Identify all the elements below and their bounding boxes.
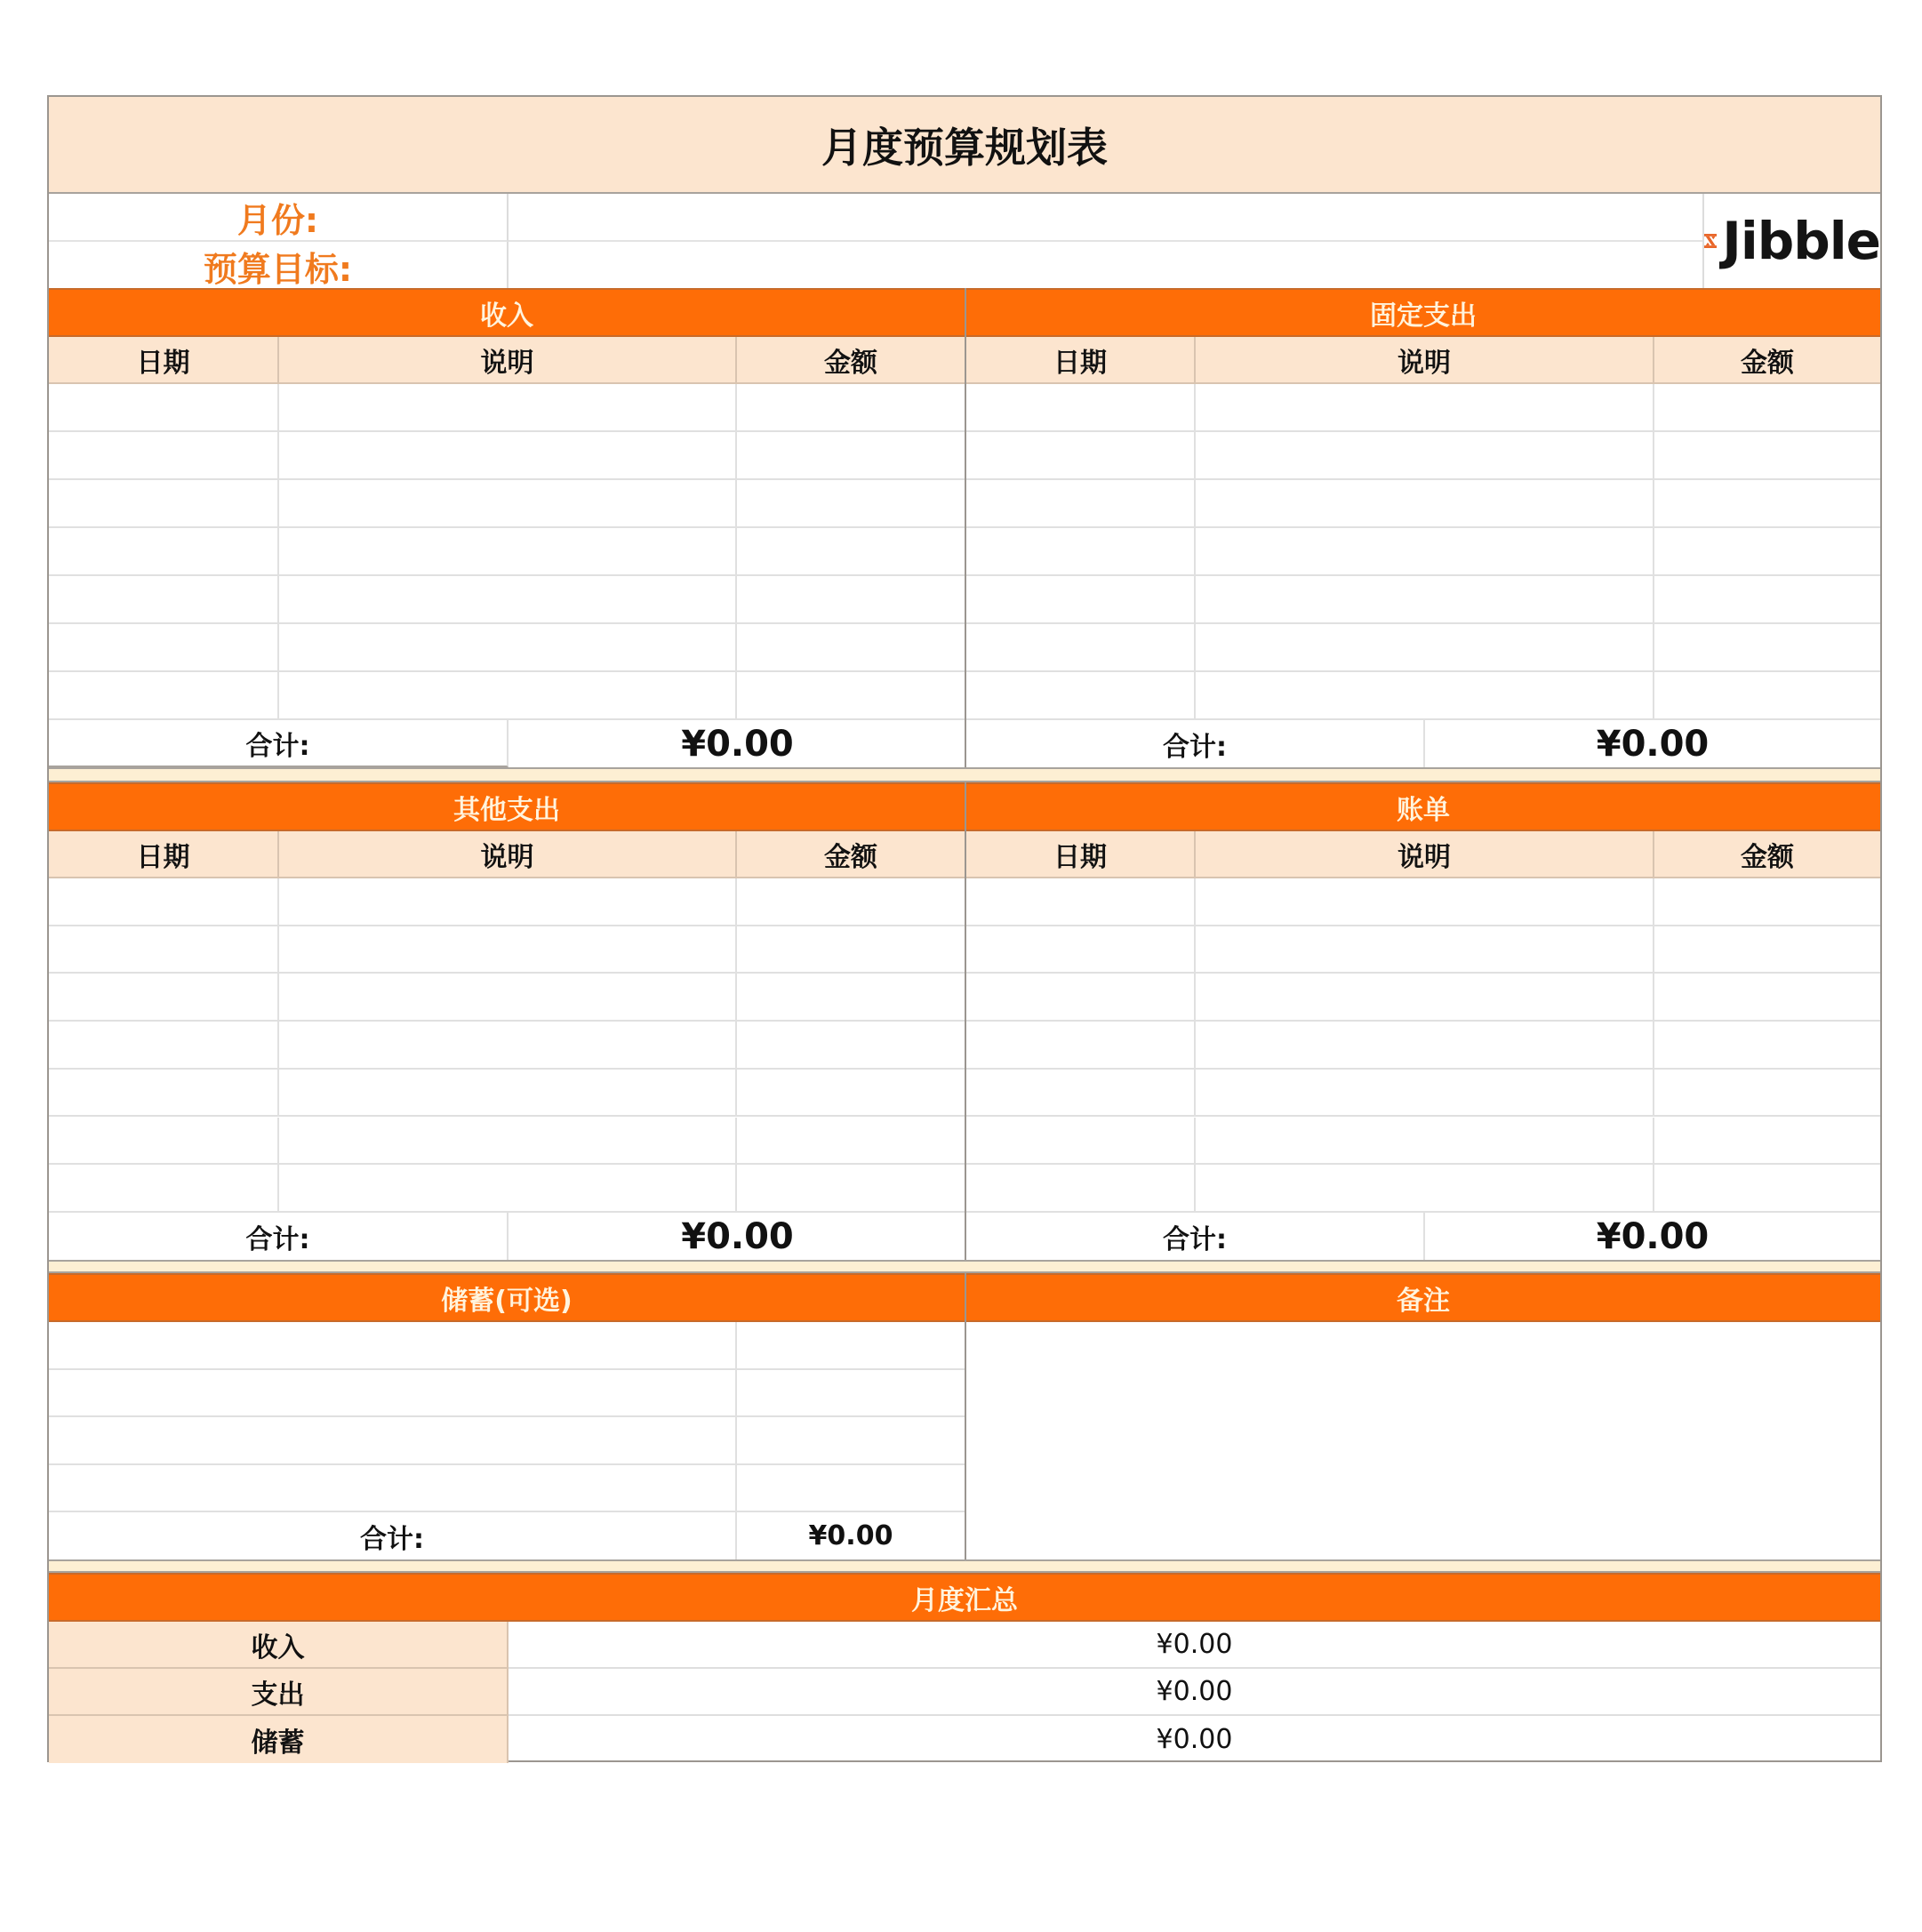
block1-entry-cell[interactable] xyxy=(279,576,737,624)
jibble-logo xyxy=(1702,194,1880,288)
savings-entry-cell[interactable] xyxy=(737,1417,965,1465)
block1-entry-cell[interactable] xyxy=(279,624,737,672)
block1-entry-cell[interactable] xyxy=(1654,528,1880,576)
block2-entry-cell[interactable] xyxy=(279,974,737,1022)
block2-entry-cell[interactable] xyxy=(279,1070,737,1118)
block1-entry-cell[interactable] xyxy=(966,528,1196,576)
other-total-label: 合计: xyxy=(49,1213,509,1260)
savings-entry-cell[interactable] xyxy=(737,1370,965,1418)
block2-entry-cell[interactable] xyxy=(966,1118,1196,1166)
block1-entry-cell[interactable] xyxy=(737,432,965,480)
month-label: 月份: xyxy=(49,194,509,242)
savings-entry-cell[interactable] xyxy=(737,1465,965,1513)
block1-entry-cell[interactable] xyxy=(737,480,965,528)
savings-entry-cell[interactable] xyxy=(49,1370,737,1418)
block1-entry-cell[interactable] xyxy=(279,480,737,528)
income-col-date: 日期 xyxy=(49,337,279,384)
block1-entry-cell[interactable] xyxy=(49,576,279,624)
other-total-value: ¥0.00 xyxy=(681,1215,794,1257)
other-col-description: 说明 xyxy=(279,831,737,878)
block2-entry-cell[interactable] xyxy=(1654,1118,1880,1166)
block1-entry-cell[interactable] xyxy=(966,576,1196,624)
block1-entry-cell[interactable] xyxy=(1654,432,1880,480)
budget-goal-label: 预算目标: xyxy=(49,242,509,290)
block2-entry-cell[interactable] xyxy=(737,926,965,974)
block1-entry-cell[interactable] xyxy=(966,672,1196,720)
block2-entry-cell[interactable] xyxy=(1654,974,1880,1022)
summary-income-value: ¥0.00 xyxy=(509,1622,1880,1669)
block1-entry-cell[interactable] xyxy=(1196,672,1654,720)
fixed-col-amount: 金额 xyxy=(1654,337,1880,384)
block1-entry-cell[interactable] xyxy=(49,384,279,432)
block1-entry-cell[interactable] xyxy=(737,384,965,432)
block2-entry-cell[interactable] xyxy=(1654,1022,1880,1070)
block2-entry-cell[interactable] xyxy=(737,1070,965,1118)
block2-entry-cell[interactable] xyxy=(49,974,279,1022)
block2-entry-cell[interactable] xyxy=(279,1118,737,1166)
block2-entry-cell[interactable] xyxy=(1196,1118,1654,1166)
summary-expense-label: 支出 xyxy=(49,1669,509,1716)
block2-entry-cell[interactable] xyxy=(737,1022,965,1070)
block2-entry-cell[interactable] xyxy=(737,1118,965,1166)
block1-entry-cell[interactable] xyxy=(49,624,279,672)
block2-entry-cell[interactable] xyxy=(966,974,1196,1022)
block2-entry-cell[interactable] xyxy=(737,878,965,926)
block2-entry-cell[interactable] xyxy=(966,1022,1196,1070)
savings-entry-cell[interactable] xyxy=(737,1322,965,1370)
summary-savings-value: ¥0.00 xyxy=(1156,1724,1233,1755)
income-col-amount: 金额 xyxy=(737,337,966,384)
spacer-1 xyxy=(49,767,1880,782)
block2-entry-cell[interactable] xyxy=(966,926,1196,974)
block1-entry-cell[interactable] xyxy=(966,384,1196,432)
savings-total-value: ¥0.00 xyxy=(808,1520,893,1551)
savings-total-label: 合计: xyxy=(49,1512,737,1559)
block2-entry-cell[interactable] xyxy=(279,1165,737,1213)
block2-entry-cell[interactable] xyxy=(1654,926,1880,974)
bills-col-description: 说明 xyxy=(1196,831,1654,878)
block2-entry-cell[interactable] xyxy=(966,1070,1196,1118)
block2-entry-cell[interactable] xyxy=(279,1022,737,1070)
block2-entry-cell[interactable] xyxy=(737,974,965,1022)
block1-entry-cell[interactable] xyxy=(1196,432,1654,480)
block1-entry-cell[interactable] xyxy=(1196,528,1654,576)
block1-entry-cell[interactable] xyxy=(1654,624,1880,672)
block1-entry-cell[interactable] xyxy=(49,432,279,480)
block2-entry-cell[interactable] xyxy=(1196,1070,1654,1118)
block1-entry-cell[interactable] xyxy=(737,624,965,672)
fixed-col-date: 日期 xyxy=(966,337,1196,384)
block1-entry-cell[interactable] xyxy=(279,672,737,720)
block1-entry-cell[interactable] xyxy=(1196,384,1654,432)
spacer-3 xyxy=(49,1559,1880,1573)
bills-col-date: 日期 xyxy=(966,831,1196,878)
other-expenses-section-header: 其他支出 xyxy=(49,782,965,831)
block2-entry-cell[interactable] xyxy=(49,1022,279,1070)
jibble-hourglass-icon xyxy=(1704,216,1717,266)
savings-section-header: 储蓄(可选) xyxy=(49,1273,965,1322)
other-col-amount: 金额 xyxy=(737,831,966,878)
block1-entry-cell[interactable] xyxy=(737,576,965,624)
block1-entry-cell[interactable] xyxy=(737,672,965,720)
block1-entry-cell[interactable] xyxy=(966,480,1196,528)
block1-entry-cell[interactable] xyxy=(1654,384,1880,432)
block2-entry-cell[interactable] xyxy=(1196,1165,1654,1213)
savings-entry-cell[interactable] xyxy=(49,1417,737,1465)
block2-entry-cell[interactable] xyxy=(49,1070,279,1118)
block1-entry-cell[interactable] xyxy=(49,672,279,720)
block3-divider xyxy=(965,1273,966,1559)
block2-divider xyxy=(965,782,966,1260)
block2-entry-cell[interactable] xyxy=(966,1165,1196,1213)
fixed-total-value: ¥0.00 xyxy=(1596,723,1710,765)
income-section-header: 收入 xyxy=(49,288,965,337)
savings-entry-cell[interactable] xyxy=(49,1465,737,1513)
other-col-date: 日期 xyxy=(49,831,279,878)
block1-divider xyxy=(965,288,966,767)
sheet-title: 月度预算规划表 xyxy=(49,97,1880,194)
block2-entry-cell[interactable] xyxy=(49,1165,279,1213)
fixed-expenses-section-header: 固定支出 xyxy=(966,288,1880,337)
summary-income-label: 收入 xyxy=(49,1622,509,1669)
budget-sheet xyxy=(47,95,1882,1762)
block2-entry-cell[interactable] xyxy=(966,878,1196,926)
block2-entry-cell[interactable] xyxy=(49,878,279,926)
block2-entry-cell[interactable] xyxy=(49,926,279,974)
summary-expense-value: ¥0.00 xyxy=(509,1669,1880,1716)
income-total-value: ¥0.00 xyxy=(681,723,794,765)
block1-entry-cell[interactable] xyxy=(1654,672,1880,720)
notes-textarea[interactable] xyxy=(966,1322,1880,1559)
block1-entry-cell[interactable] xyxy=(737,528,965,576)
savings-grid xyxy=(49,1322,965,1512)
block1-entry-cell[interactable] xyxy=(279,384,737,432)
block1-entry-cell[interactable] xyxy=(1654,576,1880,624)
block1-entry-cell[interactable] xyxy=(279,528,737,576)
block2-entry-cell[interactable] xyxy=(737,1165,965,1213)
income-total-label: 合计: xyxy=(49,720,509,767)
bills-section-header: 账单 xyxy=(966,782,1880,831)
logo-text: Jibble xyxy=(1722,211,1880,271)
block1-entry-cell[interactable] xyxy=(1196,624,1654,672)
block2-entry-cell[interactable] xyxy=(279,926,737,974)
fixed-total-label: 合计: xyxy=(966,720,1425,767)
spacer-2 xyxy=(49,1260,1880,1273)
bills-total-label: 合计: xyxy=(966,1213,1425,1260)
block2-entry-cell[interactable] xyxy=(1654,1070,1880,1118)
month-input[interactable] xyxy=(509,194,1703,242)
block2-entry-cell[interactable] xyxy=(1196,926,1654,974)
block1-entry-cell[interactable] xyxy=(279,432,737,480)
block1-entry-cell[interactable] xyxy=(966,624,1196,672)
block1-entry-cell[interactable] xyxy=(49,528,279,576)
notes-section-header: 备注 xyxy=(966,1273,1880,1322)
budget-goal-input[interactable] xyxy=(509,242,1703,290)
block1-entry-cell[interactable] xyxy=(1196,576,1654,624)
block2-entry-cell[interactable] xyxy=(1196,878,1654,926)
savings-entry-cell[interactable] xyxy=(49,1322,737,1370)
block1-entry-cell[interactable] xyxy=(1654,480,1880,528)
income-col-description: 说明 xyxy=(279,337,737,384)
bills-total-value: ¥0.00 xyxy=(1596,1215,1710,1257)
block2-entry-cell[interactable] xyxy=(1654,878,1880,926)
block1-entry-cell[interactable] xyxy=(49,480,279,528)
block2-entry-cell[interactable] xyxy=(1654,1165,1880,1213)
summary-savings-label: 储蓄 xyxy=(49,1716,509,1763)
bills-col-amount: 金额 xyxy=(1654,831,1880,878)
block1-entry-cell[interactable] xyxy=(966,432,1196,480)
block2-entry-cell[interactable] xyxy=(279,878,737,926)
block2-entry-cell[interactable] xyxy=(1196,974,1654,1022)
block1-entry-cell[interactable] xyxy=(1196,480,1654,528)
monthly-summary-header: 月度汇总 xyxy=(49,1573,1880,1622)
block2-entry-cell[interactable] xyxy=(1196,1022,1654,1070)
fixed-col-description: 说明 xyxy=(1196,337,1654,384)
block2-entry-cell[interactable] xyxy=(49,1118,279,1166)
